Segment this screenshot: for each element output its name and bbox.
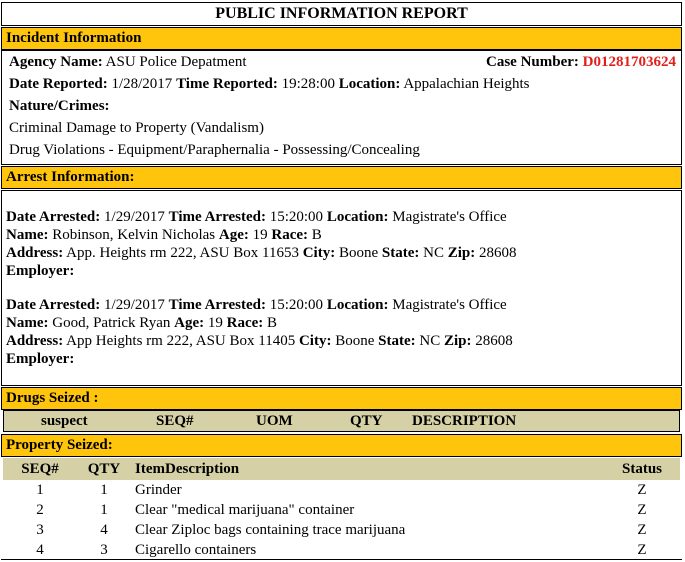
time-arrested-label: Time Arrested: [168,209,266,225]
arrest-section-header: Arrest Information: [1,166,682,189]
arrest-location-label: Location: [326,297,389,313]
agency-value: ASU Police Depatment [105,54,247,70]
property-table-header [3,458,680,480]
prop-col-qty: QTY [87,461,121,477]
arrest-location-value: Magistrate's Office [392,209,507,225]
date-reported-label: Date Reported: [9,76,108,92]
arrest-date-line [6,296,507,314]
date-arrested-value: 1/29/2017 [104,209,165,225]
row-seq: 3 [36,522,44,538]
time-arrested-label: Time Arrested: [168,297,266,313]
location-label: Location: [338,76,401,92]
arrest-name-line [6,226,322,244]
row-qty: 1 [100,502,108,518]
crime-item: Drug Violations - Equipment/Paraphernalia - Possessing/Concealing [9,142,420,158]
drugs-col-qty: QTY [350,413,383,429]
bottom-divider [1,559,682,560]
arrest-location-label: Location: [326,209,389,225]
age-label: Age: [174,315,205,331]
location-value: Appalachian Heights [403,76,530,92]
agency-label: Agency Name: [9,54,103,70]
table-row [3,520,680,540]
drugs-col-description: DESCRIPTION [412,413,517,429]
row-qty: 4 [100,522,108,538]
name-value: Good, Patrick Ryan [52,315,171,331]
arrest-address-line [6,332,513,350]
arrest-employer-line [6,350,74,368]
name-label: Name: [6,315,49,331]
arrest-address-line [6,244,517,262]
address-value: App Heights rm 222, ASU Box 11405 [66,333,296,349]
time-arrested-value: 15:20:00 [269,209,324,225]
drugs-col-suspect: suspect [41,413,88,429]
drugs-table-header [3,410,680,432]
date-arrested-label: Date Arrested: [6,297,101,313]
age-value: 19 [252,227,268,243]
prop-col-seq: SEQ# [21,461,59,477]
zip-label: Zip: [443,333,472,349]
arrest-panel [1,190,682,386]
row-seq: 2 [36,502,44,518]
case-label: Case Number: [486,54,579,70]
drugs-section-header: Drugs Seized : [1,387,682,410]
arrest-name-line [6,314,277,332]
reported-line [9,76,530,93]
race-label: Race: [271,227,309,243]
report-title: PUBLIC INFORMATION REPORT [1,2,682,26]
row-qty: 3 [100,542,108,558]
prop-col-status: Status [621,461,662,477]
row-status: Z [637,542,647,558]
state-value: NC [419,333,441,349]
city-value: Boone [338,245,379,261]
incident-panel [1,50,682,165]
city-label: City: [302,245,336,261]
row-status: Z [637,482,647,498]
date-arrested-label: Date Arrested: [6,209,101,225]
arrest-location-value: Magistrate's Office [392,297,507,313]
employer-label: Employer: [6,351,75,367]
drugs-col-uom: UOM [256,413,293,429]
age-value: 19 [207,315,223,331]
race-value: B [267,315,278,331]
city-label: City: [298,333,332,349]
prop-col-description: ItemDescription [135,461,240,477]
row-desc: Clear "medical marijuana" container [135,502,355,518]
row-status: Z [637,522,647,538]
row-seq: 1 [36,482,44,498]
case-number [486,54,676,71]
time-reported-label: Time Reported: [176,76,278,92]
time-arrested-value: 15:20:00 [269,297,324,313]
age-label: Age: [218,227,249,243]
race-value: B [311,227,322,243]
drugs-col-seq: SEQ# [156,413,194,429]
row-desc: Clear Ziploc bags containing trace marijuana [135,522,406,538]
city-value: Boone [335,333,375,349]
row-status: Z [637,502,647,518]
employer-label: Employer: [6,263,75,279]
time-reported-value: 19:28:00 [281,76,335,92]
arrest-employer-line [6,262,74,280]
table-row [3,480,680,500]
state-label: State: [381,245,420,261]
date-arrested-value: 1/29/2017 [104,297,165,313]
nature-label [9,98,110,115]
address-value: App. Heights rm 222, ASU Box 11653 [66,245,299,261]
property-section-header: Property Seized: [1,434,682,457]
zip-value: 28608 [479,245,517,261]
table-row [3,500,680,520]
zip-value: 28608 [475,333,513,349]
incident-section-header: Incident Information [1,27,682,50]
race-label: Race: [226,315,264,331]
state-label: State: [378,333,416,349]
address-label: Address: [6,333,64,349]
state-value: NC [423,245,444,261]
arrest-date-line [6,208,507,226]
name-label: Name: [6,227,49,243]
agency-line [9,54,246,71]
name-value: Robinson, Kelvin Nicholas [52,227,216,243]
address-label: Address: [6,245,64,261]
row-desc: Grinder [135,482,182,498]
case-value: D01281703624 [582,54,676,70]
row-seq: 4 [36,542,44,558]
table-row [3,540,680,560]
row-qty: 1 [100,482,108,498]
date-reported-value: 1/28/2017 [111,76,173,92]
row-desc: Cigarello containers [135,542,257,558]
nature-label-text: Nature/Crimes: [9,98,110,114]
zip-label: Zip: [447,245,476,261]
crime-item: Criminal Damage to Property (Vandalism) [9,120,264,136]
